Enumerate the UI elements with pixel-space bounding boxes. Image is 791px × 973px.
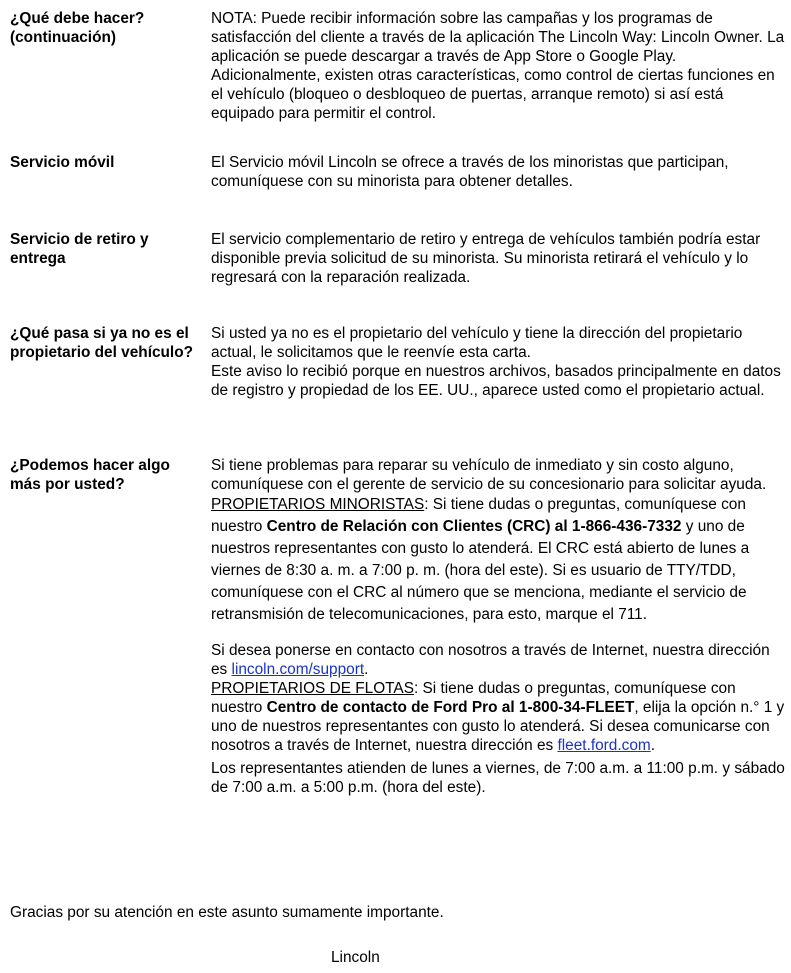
- section-content: [211, 230, 786, 287]
- hours-paragraph: Los representantes atienden de lunes a viernes, de 7:00 a.m. a 11:00 p.m. y sábado de 7:00 a.m. a 5:00 p.m. (hora del este).: [211, 760, 785, 796]
- retail-owners-heading: PROPIETARIOS MINORISTAS: [211, 496, 425, 513]
- retail-owners-paragraph: PROPIETARIOS MINORISTAS: Si tiene dudas o preguntas, comuníquese con nuestro Centro de Relación con Clientes (CRC) al 1-866-436-7332 y uno de nuestros representantes con gusto lo atenderá. El CRC está abierto de lunes a viernes de 8:30 a. m. a 7:00 p. m. (hora del este). Si es usuario de TTY/TDD, comuníquese con el CRC al número que se menciona, mediante el servicio de retransmisión de telecomunicaciones, para esto, marque el 711.: [211, 496, 750, 623]
- section-label: Servicio de retiro y entrega: [10, 231, 149, 267]
- closing-text: Gracias por su atención en este asunto sumamente importante.: [10, 904, 444, 921]
- section-content: [211, 153, 786, 191]
- fleet-owners-heading: PROPIETARIOS DE FLOTAS: [211, 680, 414, 697]
- section-label: ¿Qué pasa si ya no es el propietario del vehículo?: [10, 325, 194, 361]
- section-content: [211, 9, 786, 123]
- note-paragraph: NOTA: Puede recibir información sobre las campañas y los programas de satisfacción del cliente a través de la aplicación The Lincoln Way: Lincoln Owner. La aplicación se puede descargar a través de App Store o Google Play. Adicionalmente, existen otras características, como control de ciertas funciones en el vehículo (bloqueo o desbloqueo de puertas, arranque remoto) si así está equipado para permitir el control.: [211, 10, 785, 122]
- registration-paragraph: Este aviso lo recibió porque en nuestros archivos, basados principalmente en datos de registro y propiedad de los EE. UU., aparece usted como el propietario actual.: [211, 363, 781, 399]
- fleet-phone: Centro de contacto de Ford Pro al 1-800-34-FLEET: [266, 699, 635, 716]
- section-label: ¿Qué debe hacer? (continuación): [10, 10, 145, 46]
- forward-letter-paragraph: Si usted ya no es el propietario del vehículo y tiene la dirección del propietario actual, le solicitamos que le reenvíe esta carta.: [211, 325, 743, 361]
- lincoln-support-link[interactable]: lincoln.com/support: [231, 661, 365, 678]
- fleet-ford-link[interactable]: fleet.ford.com: [557, 737, 651, 754]
- pickup-delivery-paragraph: El servicio complementario de retiro y entrega de vehículos también podría estar disponible previa solicitud de su minorista. Su minorista retirará el vehículo y lo regresará con la reparación realizada.: [211, 231, 761, 286]
- internet-paragraph: Si desea ponerse en contacto con nosotros a través de Internet, nuestra dirección es lincoln.com/support.: [211, 642, 770, 678]
- signature: Lincoln: [331, 949, 380, 966]
- crc-phone: Centro de Relación con Clientes (CRC) al 1-866-436-7332: [266, 518, 682, 535]
- section-label: Servicio móvil: [10, 154, 115, 171]
- help-intro-paragraph: Si tiene problemas para reparar su vehículo de inmediato y sin costo alguno, comuníquese con el gerente de servicio de su concesionario para solicitar ayuda.: [211, 457, 767, 493]
- section-content: [211, 456, 786, 797]
- fleet-owners-paragraph: PROPIETARIOS DE FLOTAS: Si tiene dudas o preguntas, comuníquese con nuestro Centro de contacto de Ford Pro al 1-800-34-FLEET, elija la opción n.° 1 y uno de nuestros representantes con gusto lo atenderá. Si desea comunicarse con nosotros a través de Internet, nuestra dirección es fleet.ford.com.: [211, 680, 785, 754]
- mobile-service-paragraph: El Servicio móvil Lincoln se ofrece a través de los minoristas que participan, comuníquese con su minorista para obtener detalles.: [211, 154, 729, 190]
- section-content: [211, 324, 786, 400]
- section-label: ¿Podemos hacer algo más por usted?: [10, 457, 170, 493]
